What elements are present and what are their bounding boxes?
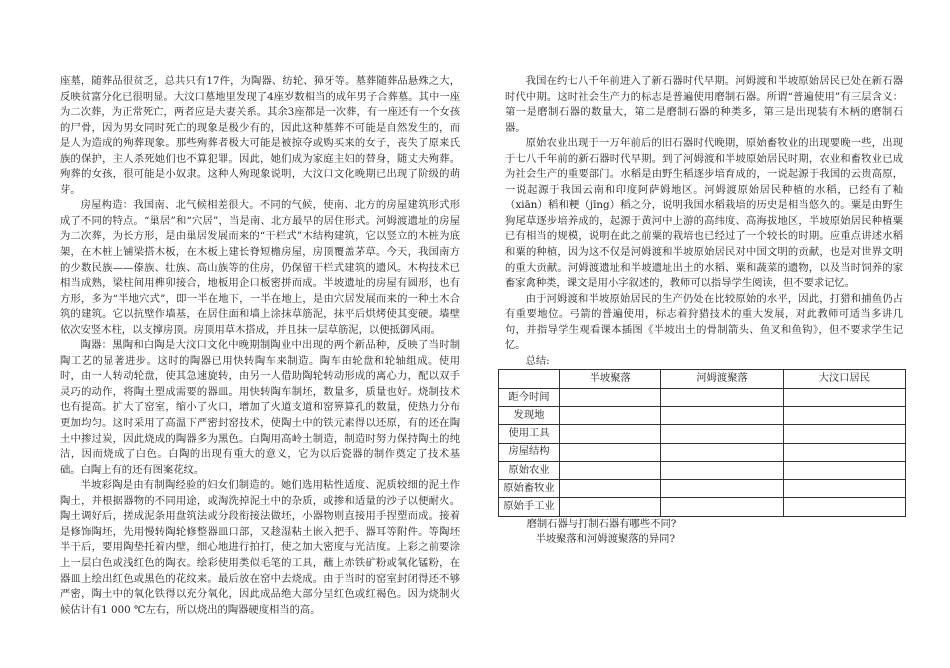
paragraph: 陶器：黑陶和白陶是大汶口文化中晚期制陶业中出现的两个新品种，反映了当时制陶工艺的显著进步。这时的陶器已用快转陶车来制造。陶车由轮盘和轮轴组成。使用时，由一人转动轮盘，使其急速旋转，由另一人借助陶轮转动形成的离心力，配以双手灵巧的动作，将陶土塑成需要的器皿。用快转陶车制坯，数量多，质量也好。烧制技术也有提高。扩大了窑室，缩小了火口，增加了火道支道和窑箅算孔的数量，使热力分布更加均匀。这时采用了高温下严密封窑技术，使陶土中的铁元素得以还原，有的还在陶土中掺过炭，因此烧成的陶器多为黑色。白陶用高岭土制造，制造时努力保持陶土的纯洁，因而烧成了白色。白陶的出现有重大的意义，它为以后瓷器的制作奠定了技术基础。白陶上有的还有图案花纹。 (60, 339, 460, 476)
table-header-cell: 半坡聚落 (560, 370, 661, 388)
table-cell (560, 388, 661, 406)
paragraph: 由于河姆渡和半坡原始居民的生产仍处在比较原始的水平，因此，打猎和捕鱼仍占有重要地位。弓箭的普遍使用，标志着狩猎技术的重大发展，对此教师可适当多讲几句，并指导学生观看课本插图《半坡出土的骨制箭头、鱼叉和鱼钩》，但不要求学生记忆。 (505, 292, 903, 352)
table-row (499, 388, 906, 406)
table-cell (560, 406, 661, 424)
table-row-label: 发现地 (499, 406, 560, 424)
table-cell (560, 443, 661, 461)
table-cell (560, 480, 661, 498)
table-cell (661, 388, 783, 406)
table-row-label: 原始手工业 (499, 498, 560, 516)
paragraph: 我国在约七八千年前进入了新石器时代早期。河姆渡和半坡原始居民已处在新石器时代中期。这时社会生产力的标志是普遍使用磨制石器。所谓“普遍使用”有三层含义：第一是磨制石器的数量大，第二是磨制石器的种类多，第三是出现装有木柄的磨制石器。 (505, 75, 903, 134)
table-cell (783, 425, 905, 443)
table-cell (783, 406, 905, 424)
table-header-cell: 大汶口居民 (783, 370, 905, 388)
table-row (499, 498, 906, 516)
table-header-row (499, 370, 906, 388)
table-cell (661, 406, 783, 424)
paragraph: 半坡彩陶是由有制陶经验的妇女们制造的。她们选用粘性适度、泥质较细的泥土作陶土，并根据器物的不同用途，或淘洗掉泥土中的杂质，或掺和适量的沙子以便耐火。陶土调好后，搓成泥条用盘筑法或分段衔接法做坯，小器物则直接用手捏塑而成。接着是修饰陶坯，先用慢转陶轮修整器皿口部，又趁湿粘土嵌入把手、器耳等附件。等陶坯半干后，要用陶垫托着内壁，细心地进行拍打，使之加大密度与光洁度。上彩之前要涂上一层白色或浅红色的陶衣。绘彩使用类似毛笔的工具，蘸上赤铁矿粉或氧化锰粉，在器皿上绘出红色或黑色的花纹来。最后放在窑中去烧成。由于当时的窑室封闭得还不够严密，陶土中的氧化铁得以充分氧化，因此成品绝大部分呈红色或红褐色。因为烧制火候估计有1 000 ℃左右，所以烧出的陶器硬度相当的高。 (60, 479, 460, 616)
table-row (499, 461, 906, 479)
table-cell (560, 498, 661, 516)
summary-table (498, 369, 906, 516)
table-cell (783, 388, 905, 406)
table-header-cell: 河姆渡聚落 (661, 370, 783, 388)
table-row-label: 原始农业 (499, 461, 560, 479)
table-row (499, 480, 906, 498)
left-column (60, 74, 460, 618)
question: 磨制石器与打制石器有哪些不同? (526, 517, 677, 530)
table-row (499, 406, 906, 424)
table-cell (661, 443, 783, 461)
table-row-label: 原始畜牧业 (499, 480, 560, 498)
question: 半坡聚落和河姆渡聚落的异同? (535, 533, 675, 546)
table-cell (783, 461, 905, 479)
table-header-cell (499, 370, 560, 388)
table-cell (661, 480, 783, 498)
table-cell (783, 498, 905, 516)
paragraph: 座墓，随葬品很贫乏，总共只有17件，为陶器、纺轮、獐牙等。墓葬随葬品悬殊之大，反映贫富分化已很明显。大汶口墓地里发现了4座岁数相当的成年男子合葬墓。其中一座为二次葬，为正常死亡，两者应是夫妻关系。其余3座都是一次葬，有一座还有一个女孩的尸骨，因为男女同时死亡的现象是极少有的，因此这种墓葬不可能是自然发生的，而是人为造成的殉葬现象。那些殉葬者极大可能是被掠夺或购买来的女子，丧失了原来氏族的保护，主人杀死她们也不算犯罪。因此，她们成为家庭主妇的替身，随丈夫殉葬。殉葬的女孩，很可能是小奴隶。这种人殉现象说明，大汶口文化晚期已出现了阶级的萌芽。 (60, 75, 460, 196)
table-cell (661, 461, 783, 479)
table-row (499, 443, 906, 461)
table-row (499, 425, 906, 443)
table-cell (783, 480, 905, 498)
summary-label: 总结: (525, 354, 550, 367)
table-cell (560, 461, 661, 479)
paragraph: 原始农业出现于一万年前后的旧石器时代晚期，原始畜牧业的出现要晚一些，出现于七八千年前的新石器时代早期。到了河姆渡和半坡原始居民时期，农业和畜牧业已成为社会生产的重要部门。水稻是由野生稻逐步培育成的，一说起源于我国的云贵高原，一说起源于我国云南和印度阿萨姆地区。河姆渡原始居民种植的水稻，已经有了籼（xiān）稻和粳（jīng）稻之分，说明我国水稻栽培的历史是相当悠久的。粟是由野生狗尾草逐步培养成的，起源于黄河中上游的高纬度、高海拔地区，半坡原始居民种植粟已有相当的规模，说明在此之前粟的栽培也已经过了一个较长的时期。应重点讲述水稻和粟的种植，因为这不仅是河姆渡和半坡原始居民对中国文明的贡献，也是对世界文明的重大贡献。河姆渡遗址和半坡遗址出土的水稻、粟和蔬菜的遗物，以及当时饲养的家畜家禽种类，课文是用小字叙述的，教师可以指导学生阅读，但不要求记忆。 (505, 137, 903, 290)
paragraph: 房屋构造：我国南、北气候相差很大。不同的气候，使南、北方的房屋建筑形式形成了不同的特点。“巢居”和“穴居”，当是南、北方最早的居住形式。河姆渡遗址的房屋为二次葬，为长方形，是由巢居发展而来的“干栏式”木结构建筑，它以竖立的木桩为底架，在木桩上铺梁搭木板，在木板上建长脊短檐房屋，房顶覆盖茅草。今天，我国南方的少数民族——傣族、壮族、高山族等的住房，仍保留干栏式建筑的遗风。木构技术已相当成熟，梁柱间用榫卯接合，地板用企口板密拼而成。半坡遗址的房屋有圆形，也有方形，多为“半地穴式”，即一半在地下，一半在地上，是由穴居发展而来的一种土木合筑的建筑。它以抗壁作墙基，在居住面和墙上涂抹草筋泥，抹平后烘烤使其变硬。墙壁依次安竖木柱，以支撑房顶。房顶用草木搭成，并且抹一层草筋泥，以便抵御风雨。 (60, 199, 460, 336)
table-row-label: 使用工具 (499, 425, 560, 443)
table-cell (560, 425, 661, 443)
table-cell (661, 425, 783, 443)
table-row-label: 房屋结构 (499, 443, 560, 461)
table-cell (661, 498, 783, 516)
right-column (505, 74, 903, 548)
table-row-label: 距今时间 (499, 388, 560, 406)
table-cell (783, 443, 905, 461)
